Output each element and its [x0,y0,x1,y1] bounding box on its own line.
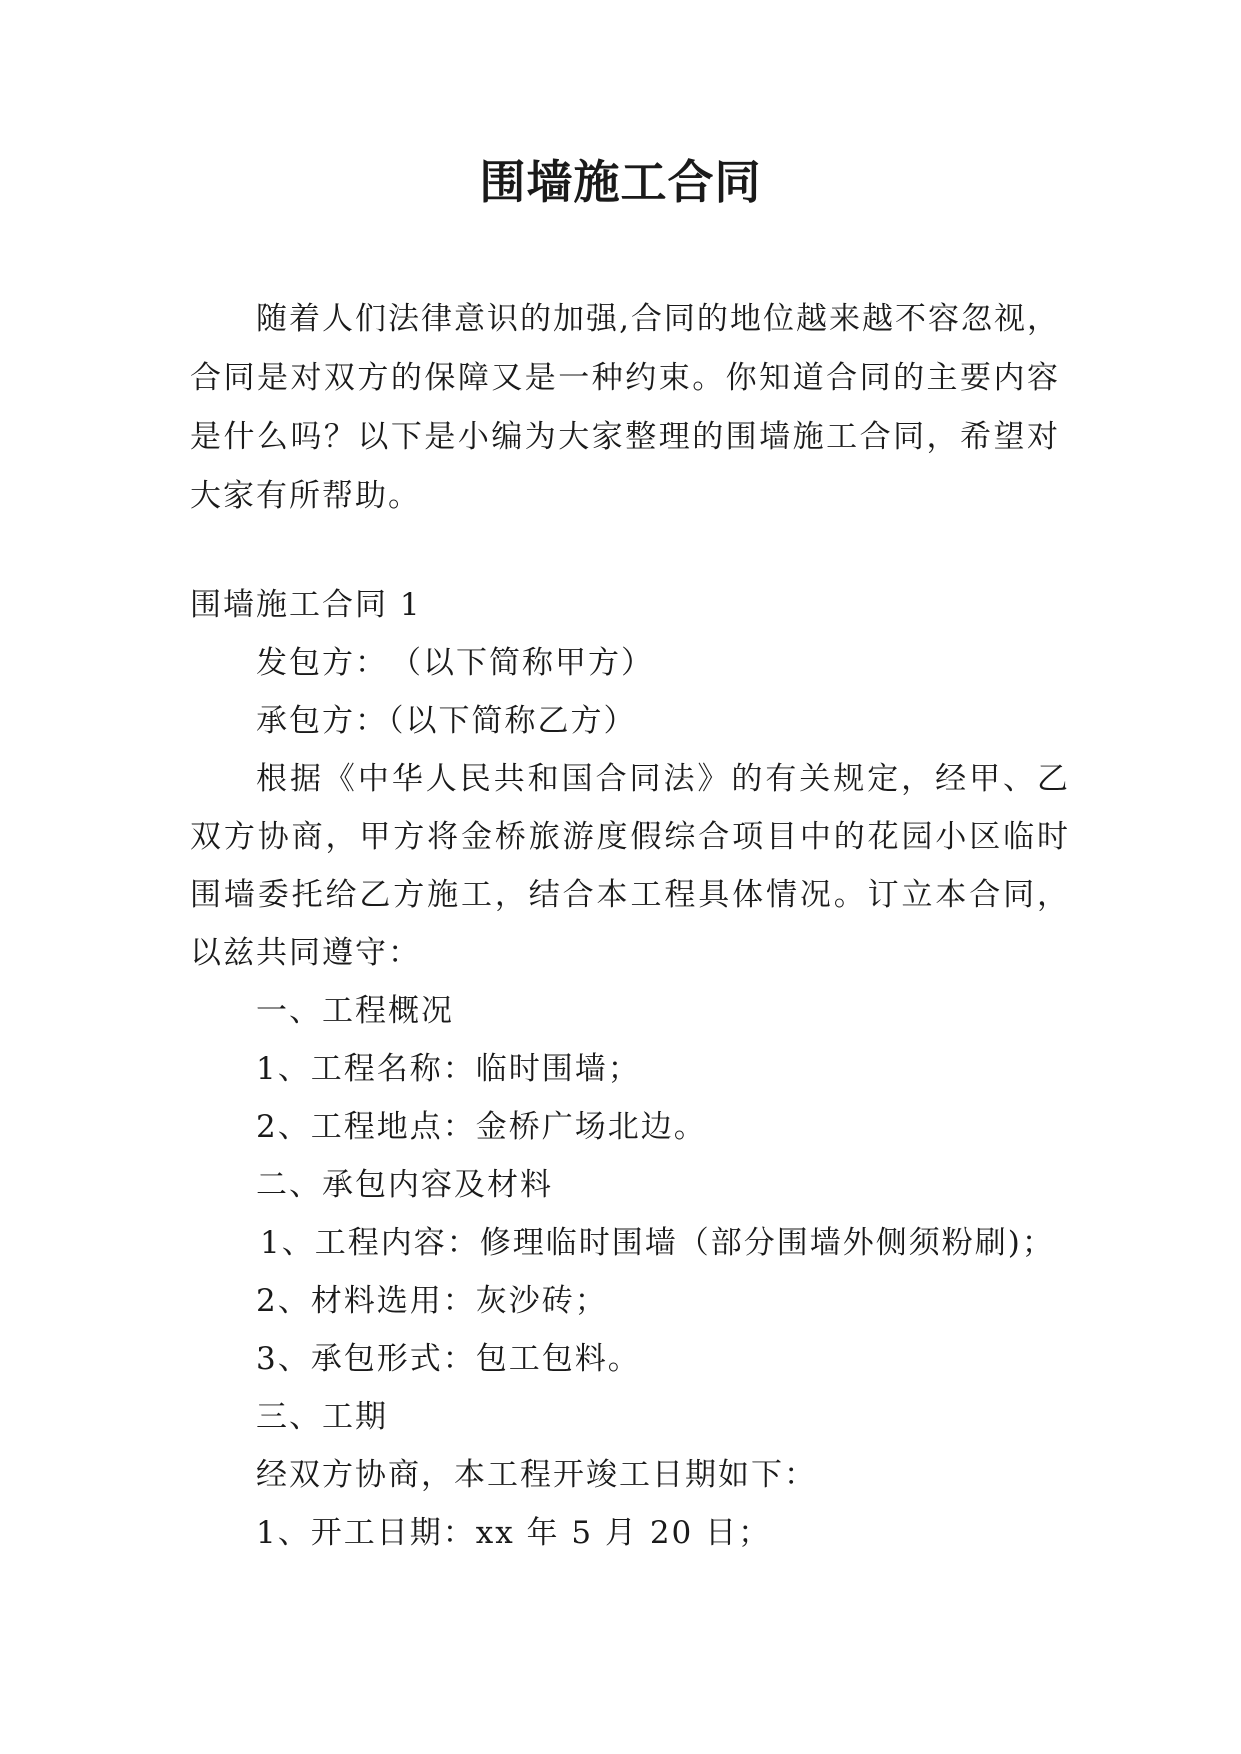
section-1-heading: 一、工程概况 [256,993,454,1029]
contract-body [190,576,1070,1562]
section-title: 围墙施工合同 1 [190,587,422,623]
section-3-intro: 经双方协商，本工程开竣工日期如下： [256,1457,817,1493]
party-a-line: 发包方： （以下简称甲方） [256,645,654,681]
section-3-item-1: 1、开工日期：xx 年 5 月 20 日； [256,1515,772,1551]
section-1-item-2: 2、工程地点：金桥广场北边。 [256,1109,707,1145]
party-b-line: 承包方：（以下简称乙方） [256,703,637,739]
section-1-item-1: 1、工程名称：临时围墙； [256,1051,641,1087]
section-2-heading: 二、承包内容及材料 [256,1167,553,1203]
section-3-heading: 三、工期 [256,1399,388,1435]
section-2-item-2: 2、材料选用：灰沙砖； [256,1283,608,1319]
contract-basis-paragraph: 根据《中华人民共和国合同法》的有关规定，经甲、乙双方协商，甲方将金桥旅游度假综合项目中的花园小区临时围墙委托给乙方施工，结合本工程具体情况。订立本合同，以兹共同遵守： [190,761,1070,971]
document-title: 围墙施工合同 [479,155,762,209]
section-2-item-1: 1、工程内容：修理临时围墙（部分围墙外侧须粉刷)； [260,1225,1055,1261]
intro-paragraph: 随着人们法律意识的加强,合同的地位越来越不容忽视，合同是对双方的保障又是一种约束。你知道合同的主要内容是什么吗？以下是小编为大家整理的围墙施工合同，希望对大家有所帮助。 [190,301,1060,514]
section-2-item-3: 3、承包形式：包工包料。 [256,1341,641,1377]
